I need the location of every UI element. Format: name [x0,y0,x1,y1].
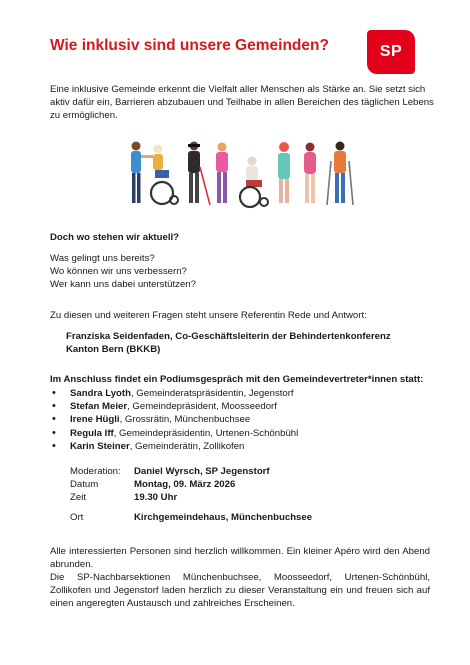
inclusion-illustration [122,137,362,211]
list-item [50,440,298,453]
place-label: Ort [70,512,84,523]
crutches-person-icon [327,142,353,206]
wheelchair-user-icon [151,145,178,205]
moderation-label: Moderation: [70,466,121,477]
person-icon [278,142,290,203]
sp-logo: SP [367,30,415,74]
page-title: Wie inklusiv sind unsere Gemeinden? [50,37,329,54]
panel-heading: Im Anschluss findet ein Podiumsgespräch mit den Gemeindevertreter*innen statt: [50,374,424,385]
table-row [70,478,312,491]
person-icon [131,142,153,204]
panelist-name: Sandra Lyoth [70,388,131,399]
table-row [70,465,312,478]
panelist-role: , Grossrätin, Münchenbuchsee [119,414,251,426]
speaker-block [66,330,426,356]
speaker-name: Franziska Seidenfaden, Co-Geschäftsleiterin der Behindertenkonferenz [66,331,391,342]
list-item [50,387,298,400]
intro-paragraph: Eine inklusive Gemeinde erkennt die Vielfalt aller Menschen als Stärke an. Sie setzt sich aktiv dafür ein, Barrieren abzubauen und Teilhabe in allen Bereichen des täglichen Lebens zu ermöglichen. [50,84,434,121]
panelist-name: Regula Iff [70,427,114,439]
panelist-role: , Gemeinderatspräsidentin, Jegenstorf [130,388,294,399]
event-details [70,465,312,524]
closing-text [50,545,430,610]
lead-in-text: Zu diesen und weiteren Fragen steht unsere Referentin Rede und Antwort: [50,310,367,321]
question-item: Was gelingt uns bereits? [50,253,155,264]
panelist-name: Stefan Meier [70,401,128,413]
place-value: Kirchgemeindehaus, Münchenbuchsee [134,512,313,523]
date-value: Montag, 09. März 2026 [134,479,236,490]
table-row [70,491,312,504]
panelist-role: , Gemeinderätin, Zollikofen [129,440,245,452]
list-item [50,400,298,413]
table-row [70,504,312,524]
person-icon [304,143,316,204]
question-item: Wer kann uns dabei unterstützen? [50,279,196,290]
moderation-value: Daniel Wyrsch, SP Jegenstorf [134,466,270,477]
time-value: 19.30 Uhr [134,492,178,503]
panelist-name: Irene Hügli [70,414,120,426]
welcome-paragraph: Alle interessierten Personen sind herzlich willkommen. Ein kleiner Apéro wird den Abend abrunden. [50,546,430,570]
panelist-name: Karin Steiner [70,440,130,452]
question-item: Wo können wir uns verbessern? [50,266,187,277]
wheelchair-user-icon [240,157,268,208]
speaker-organization: Kanton Bern (BKKB) [66,344,161,355]
date-label: Datum [70,479,99,490]
list-item [50,413,298,426]
time-label: Zeit [70,492,86,503]
invitation-paragraph: Die SP-Nachbarsektionen Münchenbuchsee, Moosseedorf, Urtenen-Schönbühl, Zollikofen und Jegenstorf laden herzlich zu dieser Veranstaltung ein und freuen sich auf einen angeregten Austausch und zahlreiches Erscheinen. [50,572,430,609]
list-item [50,427,298,440]
questions-list [50,252,196,291]
person-icon [216,143,228,204]
questions-heading: Doch wo stehen wir aktuell? [50,232,180,243]
blind-person-icon [188,142,210,206]
panelist-list [50,387,298,453]
panelist-role: , Gemeindepräsidentin, Urtenen-Schönbühl [113,427,299,439]
panelist-role: , Gemeindepräsident, Moosseedorf [127,401,277,413]
